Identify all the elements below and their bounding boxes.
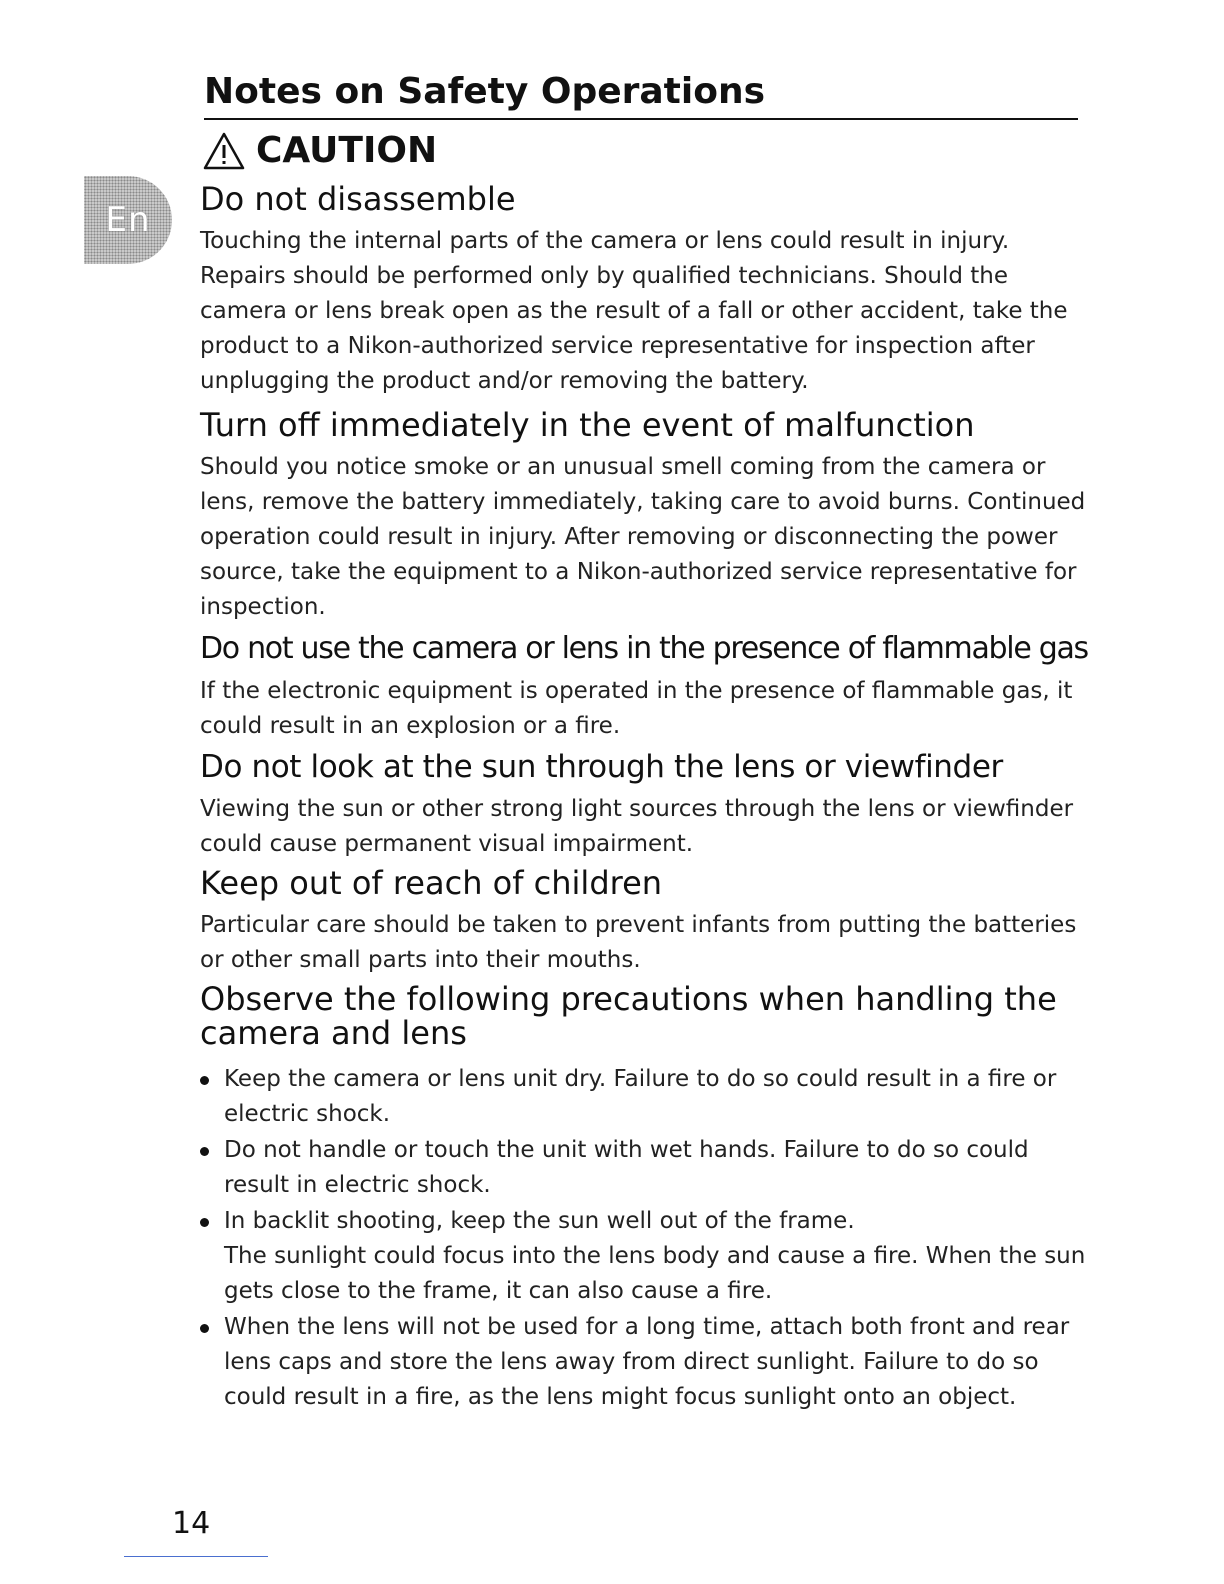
section-heading: Keep out of reach of children: [200, 864, 663, 902]
section-heading: Do not use the camera or lens in the presence of flammable gas: [200, 631, 1088, 666]
page-number: 14: [172, 1506, 211, 1541]
caution-heading: [202, 128, 437, 174]
title-divider: [204, 118, 1078, 120]
precautions-list: [200, 1062, 1100, 1415]
bullet-icon: [200, 1076, 209, 1085]
language-tab-label: En: [105, 200, 151, 240]
bullet-icon: [200, 1218, 209, 1227]
section-heading: Turn off immediately in the event of malfunction: [200, 406, 975, 444]
language-tab: [84, 176, 172, 264]
section-body: If the electronic equipment is operated in the presence of flammable gas, it could result in an explosion or a fire.: [200, 678, 1073, 739]
section-sun: [200, 748, 1100, 862]
bullet-icon: [200, 1324, 209, 1333]
bullet-icon: [200, 1147, 209, 1156]
page-title: Notes on Safety Operations: [204, 71, 766, 112]
section-flammable-gas: [200, 630, 1100, 744]
section-body: Particular care should be taken to prevent infants from putting the batteries or other small parts into their mouths.: [200, 912, 1077, 973]
list-item: When the lens will not be used for a long time, attach both front and rear lens caps and store the lens away from direct sunlight. Failure to do so could result in a fire, as the lens might focus sunlight onto an object.: [200, 1310, 1100, 1415]
section-disassemble: [200, 180, 1100, 399]
list-item: Keep the camera or lens unit dry. Failure to do so could result in a fire or electric shock.: [200, 1062, 1100, 1132]
list-item: Do not handle or touch the unit with wet hands. Failure to do so could result in electric shock.: [200, 1133, 1100, 1203]
warning-triangle-icon: [202, 131, 246, 171]
section-body: Viewing the sun or other strong light sources through the lens or viewfinder could cause permanent visual impairment.: [200, 796, 1074, 857]
footer-rule: [124, 1556, 268, 1557]
list-item: In backlit shooting, keep the sun well out of the frame. The sunlight could focus into the lens body and cause a fire. When the sun gets close to the frame, it can also cause a fire.: [200, 1204, 1100, 1309]
caution-label: CAUTION: [256, 130, 438, 171]
section-body: Should you notice smoke or an unusual smell coming from the camera or lens, remove the battery immediately, taking care to avoid burns. Continued operation could result in injury. After removing or disconnecting the power source, take the equipment to a Nikon-authorized service representative for inspection.: [200, 454, 1086, 620]
section-malfunction: [200, 406, 1100, 625]
section-heading: Do not look at the sun through the lens or viewfinder: [200, 749, 1003, 785]
section-body: Touching the internal parts of the camera or lens could result in injury. Repairs should be performed only by qualified technicians. Should the camera or lens break open as the result of a fall or other accident, take the product to a Nikon-authorized service representative for inspection after unplugging the product and/or removing the battery.: [200, 228, 1068, 394]
list-item-detail: The sunlight could focus into the lens body and cause a fire. When the sun gets close to the frame, it can also cause a fire.: [224, 1243, 1086, 1304]
section-children: [200, 864, 1100, 978]
section-heading: Observe the following precautions when handling the camera and lens: [200, 980, 1057, 1052]
section-precautions: [200, 982, 1100, 1416]
section-heading: Do not disassemble: [200, 180, 516, 218]
